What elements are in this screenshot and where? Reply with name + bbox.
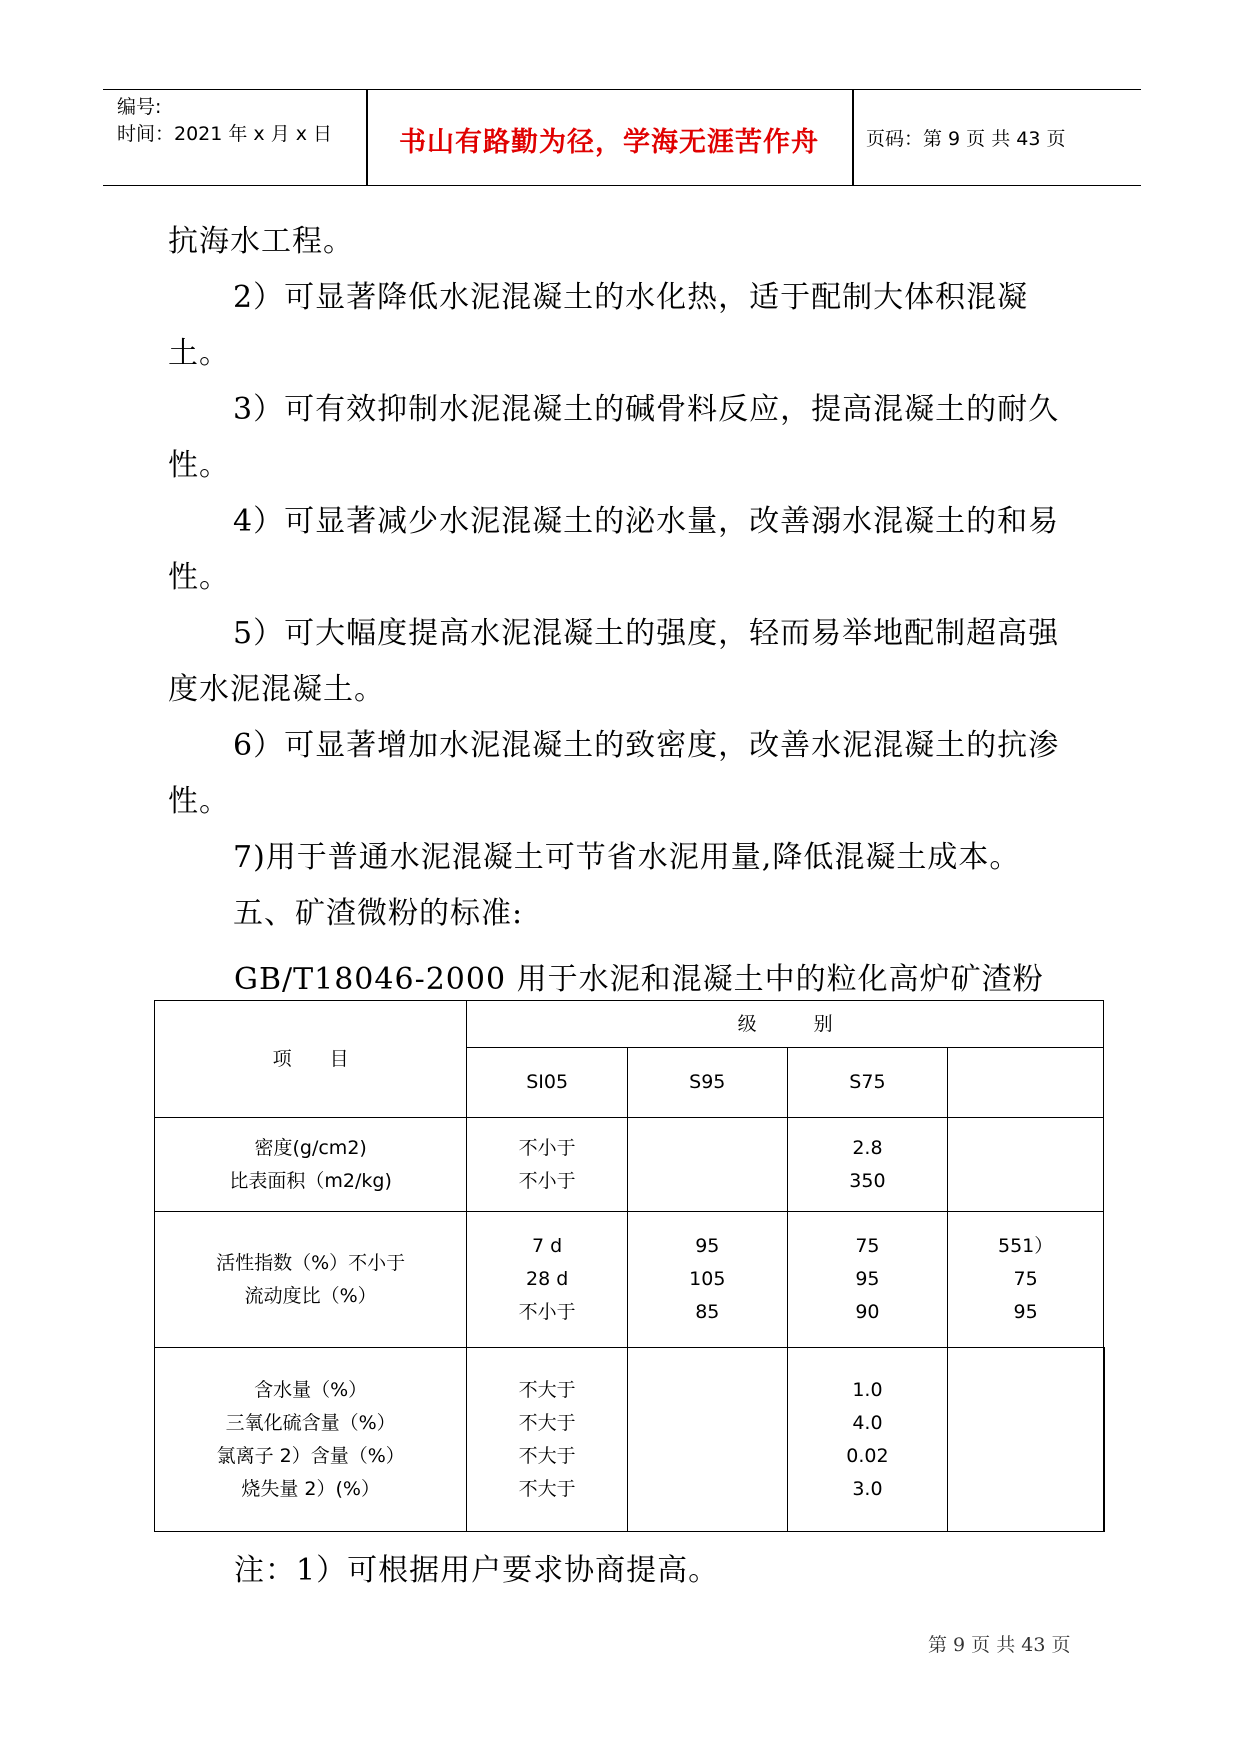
condition-cell	[467, 1118, 628, 1212]
value-line: 2.8	[852, 1136, 883, 1159]
value-line: 75	[855, 1235, 880, 1257]
grade-cell: S75	[787, 1048, 948, 1118]
paragraph: 3）可有效抑制水泥混凝土的碱骨料反应，提高混凝土的耐久性。	[168, 392, 1060, 483]
value-line: 85	[695, 1301, 720, 1323]
grade-cell: SI05	[467, 1048, 628, 1118]
value-cell	[948, 1348, 1104, 1532]
page-header	[103, 89, 1141, 186]
header-meta	[117, 94, 332, 148]
value-cell	[948, 1212, 1104, 1348]
value-line: 95	[695, 1235, 720, 1257]
table-row	[155, 1212, 1105, 1348]
header-divider	[366, 90, 368, 185]
item-line: 活性指数（%）不小于	[216, 1251, 406, 1274]
item-line: 含水量（%）	[254, 1378, 368, 1401]
table-note: 注：1）可根据用户要求协商提高。	[234, 1553, 720, 1588]
condition-line: 不大于	[518, 1411, 576, 1434]
value-line: 4.0	[852, 1411, 883, 1434]
item-line: 流动度比（%）	[244, 1284, 377, 1307]
table-row	[155, 1348, 1105, 1532]
value-cell	[787, 1348, 948, 1532]
header-divider	[852, 90, 854, 185]
value-cell	[627, 1348, 787, 1532]
item-header: 项 目	[155, 1001, 467, 1118]
paragraph: 4）可显著减少水泥混凝土的泌水量，改善溺水混凝土的和易性。	[168, 504, 1060, 595]
item-cell	[155, 1348, 467, 1532]
condition-cell	[467, 1212, 628, 1348]
value-cell	[627, 1212, 787, 1348]
paragraph: 6）可显著增加水泥混凝土的致密度，改善水泥混凝土的抗渗性。	[168, 728, 1060, 819]
condition-line: 7 d	[532, 1235, 563, 1257]
value-cell	[948, 1118, 1104, 1212]
value-line: 95	[1013, 1301, 1038, 1323]
paragraph: 5）可大幅度提高水泥混凝土的强度，轻而易举地配制超高强度水泥混凝土。	[168, 616, 1060, 707]
paragraph: 7)用于普通水泥混凝土可节省水泥用量,降低混凝土成本。	[233, 840, 1021, 875]
item-line: 密度(g/cm2)	[254, 1136, 367, 1159]
value-line: 350	[849, 1169, 886, 1192]
header-page-label: 页码：第 9 页 共 43 页	[866, 128, 1066, 150]
value-line: 75	[1013, 1268, 1038, 1290]
grade-cell: S95	[627, 1048, 787, 1118]
condition-line: 不小于	[518, 1169, 576, 1192]
condition-line: 不小于	[518, 1136, 576, 1159]
table-row	[155, 1118, 1105, 1212]
value-line: 95	[855, 1268, 880, 1290]
table-title: GB/T18046-2000 用于水泥和混凝土中的粒化高炉矿渣粉	[234, 962, 1044, 997]
section-heading: 五、矿渣微粉的标准:	[233, 896, 524, 931]
grade-header: 级 别	[467, 1001, 1104, 1048]
value-line: 551）	[997, 1235, 1054, 1257]
condition-line: 28 d	[526, 1268, 569, 1290]
standard-table	[154, 1000, 1105, 1532]
grade-cell	[948, 1048, 1104, 1118]
value-cell	[787, 1212, 948, 1348]
item-line: 比表面积（m2/kg)	[229, 1169, 392, 1192]
value-cell	[787, 1118, 948, 1212]
condition-line: 不大于	[518, 1477, 576, 1500]
item-cell	[155, 1118, 467, 1212]
condition-cell	[467, 1348, 628, 1532]
item-line: 烧失量 2）(%）	[241, 1477, 380, 1500]
condition-line: 不大于	[518, 1444, 576, 1467]
body-text	[168, 214, 1088, 942]
item-line: 氯离子 2）含量（%）	[216, 1444, 405, 1467]
page-footer: 第 9 页 共 43 页	[928, 1634, 1071, 1656]
value-line: 1.0	[852, 1378, 883, 1401]
value-line: 3.0	[852, 1477, 883, 1500]
header-number-label: 编号:	[117, 96, 162, 118]
value-cell	[627, 1118, 787, 1212]
header-motto: 书山有路勤为径，学海无涯苦作舟	[399, 127, 819, 158]
condition-line: 不小于	[518, 1301, 576, 1323]
paragraph: 2）可显著降低水泥混凝土的水化热，适于配制大体积混凝土。	[168, 280, 1029, 371]
value-cell	[1104, 1348, 1105, 1532]
item-line: 三氧化硫含量（%）	[225, 1411, 396, 1434]
header-time-label: 时间：2021 年 x 月 x 日	[117, 123, 333, 145]
condition-line: 不大于	[518, 1378, 576, 1401]
value-line: 105	[689, 1268, 726, 1290]
value-line: 0.02	[846, 1444, 889, 1467]
value-line: 90	[855, 1301, 880, 1323]
item-cell	[155, 1212, 467, 1348]
paragraph: 抗海水工程。	[168, 224, 354, 259]
